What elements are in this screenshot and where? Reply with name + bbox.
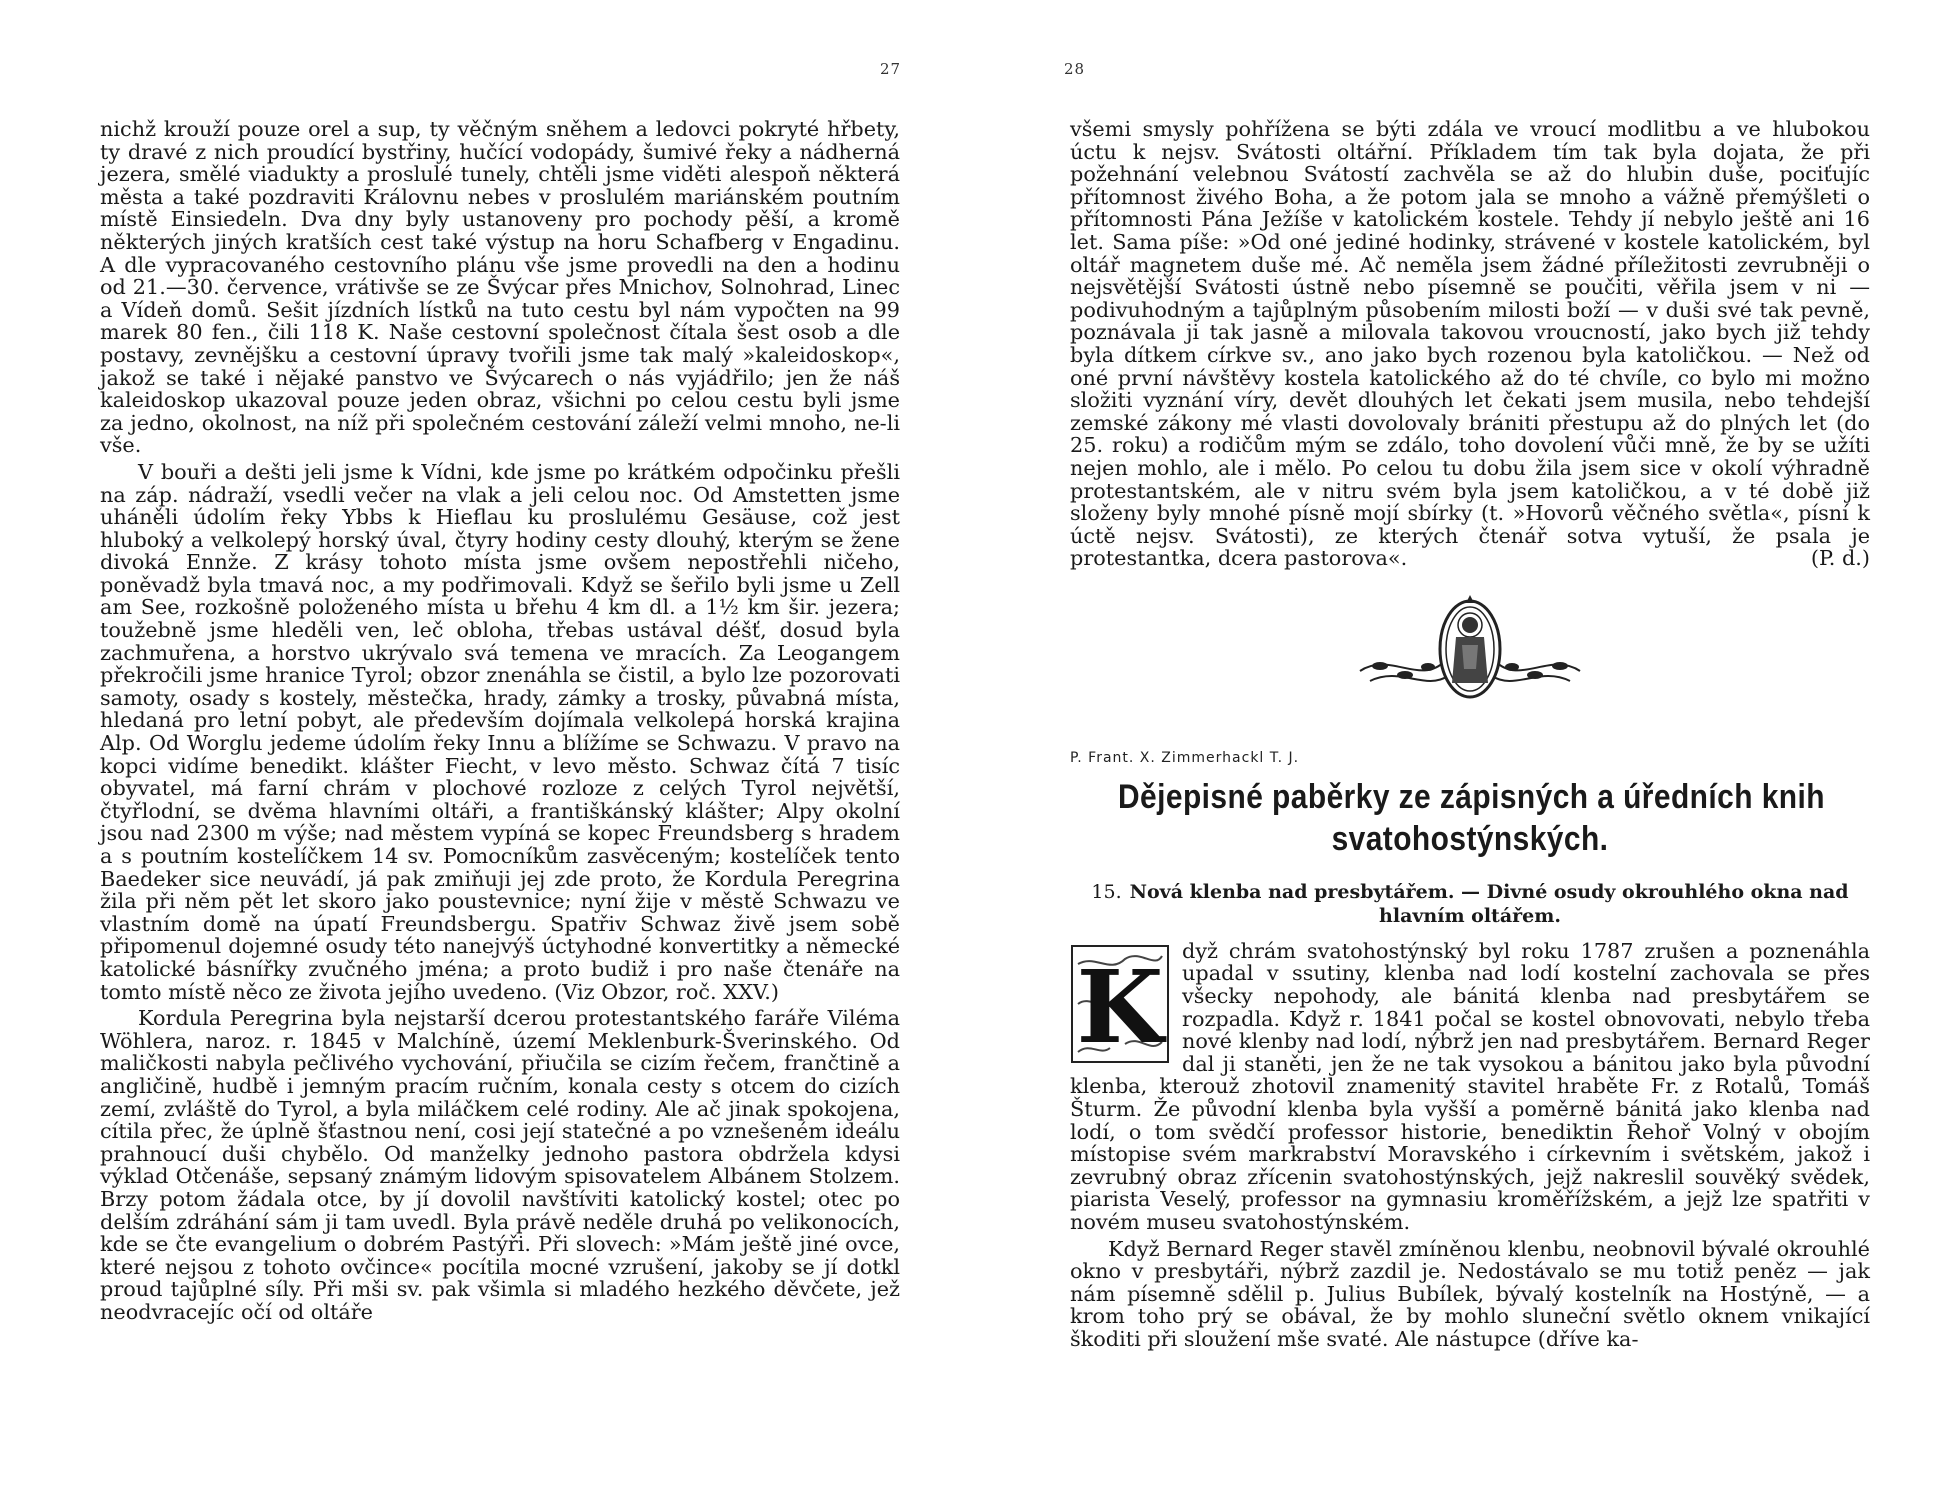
paragraph: V bouři a dešti jeli jsme k Vídni, kde jsme po krátkém odpočinku přešli na záp. nádraží, vsedli večer na vlak a jeli celou noc. Od Amstetten jsme uháněli údolím řeky Ybbs k Hieflau ku proslulému Gesäuse, což jest hluboký a velkolepý horský úval, čtyry hodiny cesty dlouhý, kterým se žene divoká Ennže. Z krásy tohoto místa jsme ovšem nepostřehli ničeho, poněvadž byla tmavá noc, a my podřimovali. Když se šeřilo byli jsme u Zell am See, rozkošně položeného místa u břehu 4 km dl. a 1½ km šir. jezera; toužebně jsme hleděli ven, leč obloha, třebas ustával déšť, dosud byla zachmuřena, a horstvo ukrývalo svá temena ve mracích. Za Leogangem překročili jsme hranice Tyrol; obzor znenáhla se čistil, a bylo lze pozorovati samoty, osady s kostely, městečka, hrady, zámky a trosky, půvabná místa, hledaná pro letní pobyt, ale především dojímala velkolepá horská krajina Alp. Od Worglu jedeme údolím řeky Innu a blížíme se Schwazu. V pravo na kopci vidíme benedikt. klášter Fiecht, v levo město. Schwaz čítá 7 tisíc obyvatel, má farní chrám v plochové rozloze z celých Tyrol největší, čtyřlodní, se dvěma hlavními oltáři, a františkánský klášter; Alpy okolní jsou nad 2300 m výše; nad městem vypíná se kopec Freundsberg s hradem a s poutním kostelíčkem 14 sv. Pomocníkům zasvěceným; kostelíček tento Baedeker sice neuvádí, já pak zmiňuji jej zde proto, že Kordula Peregrina žila při něm pět let skoro jako poustevnice; nyní žije v městě Schwazu ve vlastním domě na úpatí Freundsbergu. Spatřiv Schwaz živě jsem sobě připomenul dojemné osudy této nanejvýš úctyhodné konvertitky a německé katolické básnířky zvučného jména; a proto budiž i pro naše čtenáře na tomto místě něco ze života jejího uvedeno. (Viz Obzor, roč. XXV.)	[100, 459, 900, 1004]
article-title-line: Dějepisné paběrky ze zápisných a úředních knih	[1118, 777, 1825, 816]
continuation-text: všemi smysly pohřížena se býti zdála ve vroucí modlitbu a ve hlubokou úctu k nejsv. Svátosti oltářní. Příkladem tím tak byla dojata, že při požehnání velebnou Svátostí zachvěla se až do hlubin duše, pociťujíc přítomnost živého Boha, a že potom jala se mnoho a vážně přemýšleti o přítomnosti Pána Ježíše v katolickém kostele. Tehdy jí nebylo ještě ani 16 let. Sama píše: »Od oné jediné hodinky, strávené v kostele katolickém, byl oltář magnetem duše mé. Ač neměla jsem žádné příležitosti zevrubněji o nejsvětější Svátosti ústně nebo písemně se poučiti, věřila jsem v ni — podivuhodným a tajůplným působením milosti boží — v duši své tak pevně, poznávala ji tak jasně a milovala takovou vroucností, jako bych již tehdy byla dítkem církve sv., ano jako bych rozenou byla katoličkou. — Než od oné první návštěvy kostela katolického až do té chvíle, co bylo mi možno složiti vyznání víry, devět dlouhých let čekati jsem musila, nebo tehdejší zemské zákony mé vlasti dovolovaly brániti přestupu až do plných let (do 25. roku) a rodičům mým se zdálo, toho dovolení vůči mně, že by se užíti nejen mohlo, ale i mělo. Po celou tu dobu žila jsem sice v okolí výhradně protestantském, ale v nitru svém byla jsem katoličkou, a v té době již složeny byly mnohé písně mojí sbírky (t. »Hovorů věčného světla«, písní k úctě nejsv. Svátosti), ze kterých čtenář sotva vytuší, že psala je protestantka, dcera pastorova«.	[1070, 117, 1870, 571]
continuation-attribution: (P. d.)	[1810, 546, 1870, 571]
left-text-column	[100, 118, 900, 1323]
section-number: 15.	[1091, 880, 1122, 903]
article-author: P. Frant. X. Zimmerhackl T. J.	[1070, 749, 1300, 766]
dropcap-k-icon	[1070, 944, 1170, 1064]
right-text-column	[1070, 118, 1870, 1351]
article-title	[1118, 776, 1825, 860]
paragraph: Kordula Peregrina byla nejstarší dcerou protestantského faráře Viléma Wöhlera, naroz. r. 1845 v Malchíně, území Meklenburk-Šverinského. Od maličkosti nabyla pečlivého vychování, přiučila se cizím řečem, frančtině a angličině, hudbě i jemným pracím ručním, konala cesty s otcem do cizích zemí, zvláště do Tyrol, a byla miláčkem celé rodiny. Ale ač jinak spokojena, cítila přec, že úplně šťastnou není, cosi její statečné a po vznešeném ideálu prahnoucí duši chybělo. Od manželky jednoho pastora obdržela kdysi výklad Otčenáše, sepsaný známým lidovým spisovatelem Albánem Stolzem. Brzy potom žádala otce, by jí dovolil navštíviti katolický kostel; otec po delším zdráhání sám ji tam uvedl. Byla právě neděle druhá po velikonocích, kde se čte evangelium o dobrém Pastýři. Při slovech: »Mám ještě jiné ovce, které nejsou z tohoto ovčince« pocítila mocné vzrušení, jakoby se jí dotkl proud tajůplné síly. Při mši sv. pak všimla si mladého hezkého děvčete, jež neodvracejíc očí od oltáře	[100, 1006, 900, 1324]
ornament-vignette	[1070, 586, 1870, 706]
continuation-paragraph	[1070, 118, 1870, 570]
right-page	[1064, 0, 1870, 1500]
madonna-vignette-icon	[1350, 591, 1590, 701]
article-title-line: svatohostýnských.	[1331, 819, 1609, 858]
page-number: 28	[1064, 60, 1086, 78]
section-title: Nová klenba nad presbytářem. — Divné osudy okrouhlého okna nad hlavním oltářem.	[1129, 880, 1849, 927]
paragraph: nichž krouží pouze orel a sup, ty věčným sněhem a ledovci pokryté hřbety, ty dravé z nich proudící bystřiny, hučící vodopády, šumivé řeky a nádherná jezera, smělé viadukty a proslulé tunely, chtěli jsme viděti alespoň některá města a také pozdraviti Královnu nebes v proslulém mariánském poutním místě Einsiedeln. Dva dny byly ustanoveny pro pochody pěší, a kromě některých jiných kratších cest také výstup na horu Schafberg v Engadinu. A dle vypracovaného cestovního plánu vše jsme provedli na den a hodinu od 21.—30. července, vrátivše se ze Švýcar přes Mnichov, Solnohrad, Linec a Vídeň domů. Sešit jízdních lístků na tuto cestu byl nám vypočten na 99 marek 80 fen., čili 118 K. Naše cestovní společnost čítala šest osob a dle postavy, zevnějšku a cestovní úpravy tvořili jsme tak malý »kaleidoskop«, jakož se také i nějaké panstvo ve Švýcarech o nás vyjádřilo; jen že náš kaleidoskop ukazoval pouze jeden obraz, všichni po celou cestu byli jsme za jedno, okolnost, na níž při společném cestování záleží velmi mnoho, ne-li vše.	[100, 117, 900, 458]
page-number: 27	[880, 60, 902, 78]
paragraph: dyž chrám svatohostýnský byl roku 1787 zrušen a poznenáhla upadal v ssutiny, klenba nad lodí kostelní zachovala se přes všecky nepohody, ale bánitá klenba nad presbytářem se rozpadla. Když r. 1841 počal se kostel obnovovati, nebylo třeba nové klenby nad lodí, nýbrž jen nad presbytářem. Bernard Reger dal ji staněti, jen že ne tak vysokou a bánitou jako byla původní klenba, kterouž zhotovil znamenitý stavitel hraběte Fr. z Rotalů, Tomáš Šturm. Že původní klenba byla vyšší a poměrně bánitá jako klenba nad lodí, o tom svědčí professor historie, benediktin Řehoř Volný v obojím místopise svém markrabství Moravského i církevním i světském, jakož i zevrubný obraz zřícenin svatohostýnských, jejž nakreslil souvěký svědek, piarista Veselý, professor na gymnasiu kroměřížském, a jejž lze spatřiti v novém museu svatohostýnském.	[1070, 938, 1870, 1234]
section-heading	[1070, 880, 1870, 928]
dropcap-letter: K	[1076, 947, 1164, 1064]
left-page	[100, 0, 900, 1500]
paragraph: Když Bernard Reger stavěl zmíněnou klenbu, neobnovil bývalé okrouhlé okno v presbytáři, nýbrž zazdil je. Nedostávalo se mu totiž peněz — jak nám písemně sdělil p. Julius Bubílek, bývalý kostelník na Hostýně, — a krom toho prý se obával, že by mohlo sluneční světlo oknem vnikající škoditi při sloužení mše svaté. Ale nástupce (dříve ka-	[1070, 1236, 1870, 1351]
article-body	[1070, 940, 1870, 1351]
